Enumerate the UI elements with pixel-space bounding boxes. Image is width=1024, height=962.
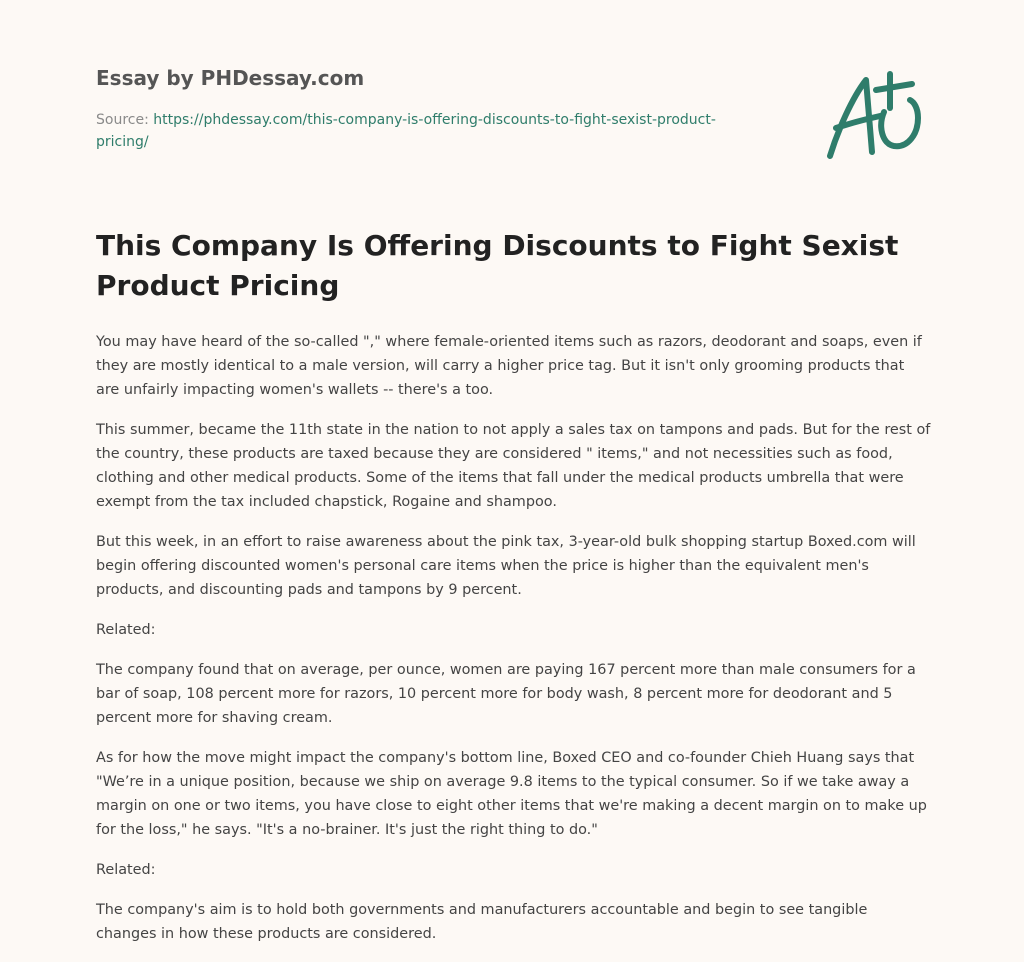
page-header [96, 64, 796, 153]
article [96, 226, 932, 962]
paragraph: But this week, in an effort to raise awareness about the pink tax, 3-year-old bulk shopping startup Boxed.com will begin offering discounted women's personal care items when the price is higher than the equivalent men's products, and discounting pads and tampons by 9 percent. [96, 534, 916, 598]
related-label: Related: [96, 862, 156, 878]
a-plus-grade-icon [822, 68, 928, 164]
paragraph: As for how the move might impact the company's bottom line, Boxed CEO and co-founder Chieh Huang says that "We’re in a unique position, because we ship on average 9.8 items to the typical consumer. So if we take away a margin on one or two items, you have close to eight other items that we're making a decent margin on to make up for the loss," he says. "It's a no-brainer. It's just the right thing to do." [96, 750, 927, 838]
article-title: This Company Is Offering Discounts to Fight Sexist Product Pricing [96, 229, 899, 302]
source-label: Source: [96, 112, 149, 128]
related-label: Related: [96, 622, 156, 638]
paragraph: You may have heard of the so-called "," where female-oriented items such as razors, deodorant and soaps, even if they are mostly identical to a male version, will carry a higher price tag. But it isn't only grooming products that are unfairly impacting women's wallets -- there's a too. [96, 334, 922, 398]
source-link[interactable]: https://phdessay.com/this-company-is-offering-discounts-to-fight-sexist-product-pricing/ [96, 112, 716, 150]
site-title: Essay by PHDessay.com [96, 66, 365, 90]
paragraph: The company's aim is to hold both governments and manufacturers accountable and begin to see tangible changes in how these products are considered. [96, 902, 868, 942]
paragraph: The company found that on average, per ounce, women are paying 167 percent more than male consumers for a bar of soap, 108 percent more for razors, 10 percent more for body wash, 8 percent more for deodorant and 5 percent more for shaving cream. [96, 662, 916, 726]
paragraph: This summer, became the 11th state in the nation to not apply a sales tax on tampons and pads. But for the rest of the country, these products are taxed because they are considered " items," and not necessities such as food, clothing and other medical products. Some of the items that fall under the medical products umbrella that were exempt from the tax included chapstick, Rogaine and shampoo. [96, 422, 931, 510]
source-line [96, 109, 716, 153]
